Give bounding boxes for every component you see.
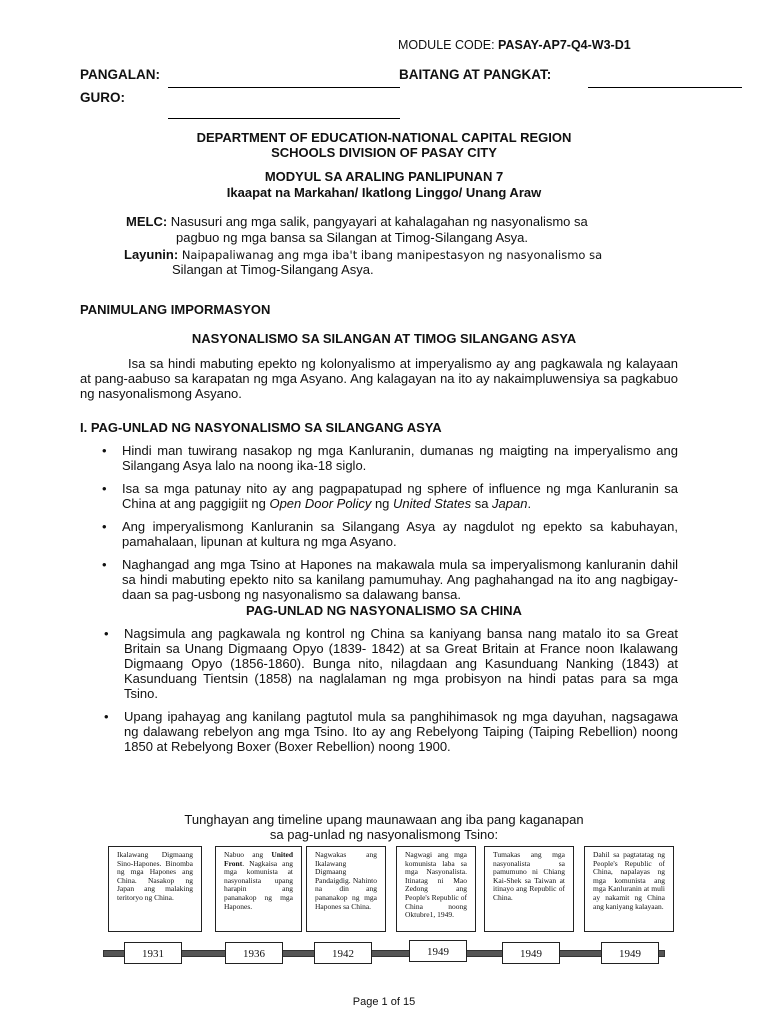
timeline-caption-2: sa pag-unlad ng nasyonalismong Tsino: bbox=[269, 827, 499, 842]
layunin-label: Layunin: bbox=[124, 247, 179, 262]
layunin-text-1: Naipapaliwanag ang mga iba't ibang manipestasyon ng nasyonalismo sa bbox=[178, 248, 603, 262]
timeline-event-1949-roc: Tumakas ang mga nasyonalista sa pamumuno ni Chiang Kai-Shek sa Taiwan at itinayo ang Republic of China. bbox=[484, 846, 574, 932]
pangalan-label: PANGALAN: bbox=[80, 67, 160, 82]
list-item: • Upang ipahayag ang kanilang pagtutol mula sa panghihimasok ng mga dayuhan, nagsagawa ng dalawang rebelyon ang mga Tsino. Ito ay ang Rebelyong Taiping (Taiping Rebellion) noong 1850 at Rebelyong Boxer (Boxer Rebellion) noong 1900. bbox=[124, 709, 678, 754]
panimula-subheading: NASYONALISMO SA SILANGAN AT TIMOG SILANGANG ASYA bbox=[191, 331, 577, 346]
timeline-year-1949-c: 1949 bbox=[601, 942, 659, 964]
china-bullet-list bbox=[124, 626, 678, 762]
dept-title: DEPARTMENT OF EDUCATION-NATIONAL CAPITAL REGION bbox=[196, 130, 572, 145]
module-code-label: MODULE CODE: bbox=[398, 38, 499, 52]
timeline-event-1931: Ikalawang Digmaang Sino-Hapones. Binomba ng mga Hapones ang China. Nasakop ng Japan ang malaking teritoryo ng China. bbox=[108, 846, 202, 932]
timeline-year-1942: 1942 bbox=[314, 942, 372, 964]
panimula-paragraph: Isa sa hindi mabuting epekto ng kolonyalismo at imperyalismo ay ang pagkawala ng kalayaan at pang-aabuso sa karapatan ng mga Asyano. Ang kalagayan na ito ay nakaimpluwensiya sa pagkabuo ng nasyonalismong Asyano. bbox=[80, 356, 678, 401]
timeline-year-1936: 1936 bbox=[225, 942, 283, 964]
list-item: • Isa sa mga patunay nito ay ang pagpapatupad ng sphere of influence ng mga Kanluranin sa China at ang paggigiit ng Open Door Policy ng United States sa Japan. bbox=[122, 481, 678, 511]
modyul-title: MODYUL SA ARALING PANLIPUNAN 7 bbox=[264, 169, 504, 184]
layunin-text-2: Silangan at Timog-Silangang Asya. bbox=[172, 262, 374, 277]
panimula-heading: PANIMULANG IMPORMASYON bbox=[80, 302, 271, 317]
guro-field[interactable] bbox=[168, 118, 400, 119]
timeline-event-1949-freedom: Dahil sa pagtatatag ng People's Republic of China, napalayas ng mga komunista ang mga Kanluranin at muli ay nakamit ng China ang kaniyang kalayaan. bbox=[584, 846, 674, 932]
module-code bbox=[398, 38, 631, 52]
melc-text-1: Nasusuri ang mga salik, pangyayari at kahalagahan ng nasyonalismo sa bbox=[167, 214, 588, 229]
timeline-year-1931: 1931 bbox=[124, 942, 182, 964]
guro-label: GURO: bbox=[80, 90, 125, 105]
timeline-axis bbox=[103, 950, 665, 957]
list-item: • Nagsimula ang pagkawala ng kontrol ng China sa kaniyang bansa nang matalo ito sa Great Britain sa Unang Digmaang Opyo (1839- 1842) at sa Great Britain at France noon Ikalawang Digmaang Opyo (1856-1860). Bunga nito, nilagdaan ang Kasunduang Nanking (1843) at Kasunduang Tientsin (1858) na naglalaman ng mga probisyon na hindi patas para sa mga Tsino. bbox=[124, 626, 678, 701]
section1-bullet-list bbox=[122, 443, 678, 610]
china-heading: PAG-UNLAD NG NASYONALISMO SA CHINA bbox=[246, 603, 522, 618]
timeline-event-1942: Nagwakas ang Ikalawang Digmaang Pandaigdig. Nahinto na din ang pananakop ng mga Hapones sa China. bbox=[306, 846, 386, 932]
melc-label: MELC: bbox=[126, 214, 168, 229]
section1-heading: I. PAG-UNLAD NG NASYONALISMO SA SILANGANG ASYA bbox=[80, 420, 442, 435]
page-number: Page 1 of 15 bbox=[352, 996, 416, 1008]
timeline-year-1949-a: 1949 bbox=[409, 940, 467, 962]
list-item: • Ang imperyalismong Kanluranin sa Silangang Asya ay nagdulot ng epekto sa kabuhayan, pamahalaan, lipunan at kultura ng mga Asyano. bbox=[122, 519, 678, 549]
timeline-event-1949-prc: Nagwagi ang mga komunista laba sa mga Nasyonalista. Itinatag ni Mao Zedong ang People's Republic of China noong Oktubre1, 1949. bbox=[396, 846, 476, 932]
pangalan-field[interactable] bbox=[168, 87, 400, 88]
markahan-title: Ikaapat na Markahan/ Ikatlong Linggo/ Unang Araw bbox=[226, 185, 542, 200]
layunin bbox=[124, 247, 602, 263]
timeline-caption-1: Tunghayan ang timeline upang maunawaan ang iba pang kaganapan bbox=[184, 812, 584, 827]
timeline-event-1936: Nabuo ang United Front. Nagkaisa ang mga komunista at nasyonalista upang harapin ang pananakop ng mga Hapones. bbox=[215, 846, 302, 932]
melc bbox=[126, 214, 588, 229]
division-title: SCHOOLS DIVISION OF PASAY CITY bbox=[271, 145, 497, 160]
list-item: • Naghangad ang mga Tsino at Hapones na makawala mula sa imperyalismong kanluranin dahil sa hindi mabuting epekto nito sa kanilang pamumuhay. Ang paghahangad na ito ang nagbigay-daan sa pag-usbong ng nasyonalismo sa dalawang bansa. bbox=[122, 557, 678, 602]
baitang-field[interactable] bbox=[588, 87, 742, 88]
module-code-value: PASAY-AP7-Q4-W3-D1 bbox=[498, 38, 631, 52]
baitang-label: BAITANG AT PANGKAT: bbox=[399, 67, 552, 82]
list-item: • Hindi man tuwirang nasakop ng mga Kanluranin, dumanas ng maigting na imperyalismo ang Silangang Asya lalo na noong ika-18 siglo. bbox=[122, 443, 678, 473]
melc-text-2: pagbuo ng mga bansa sa Silangan at Timog-Silangang Asya. bbox=[176, 230, 528, 245]
timeline-year-1949-b: 1949 bbox=[502, 942, 560, 964]
